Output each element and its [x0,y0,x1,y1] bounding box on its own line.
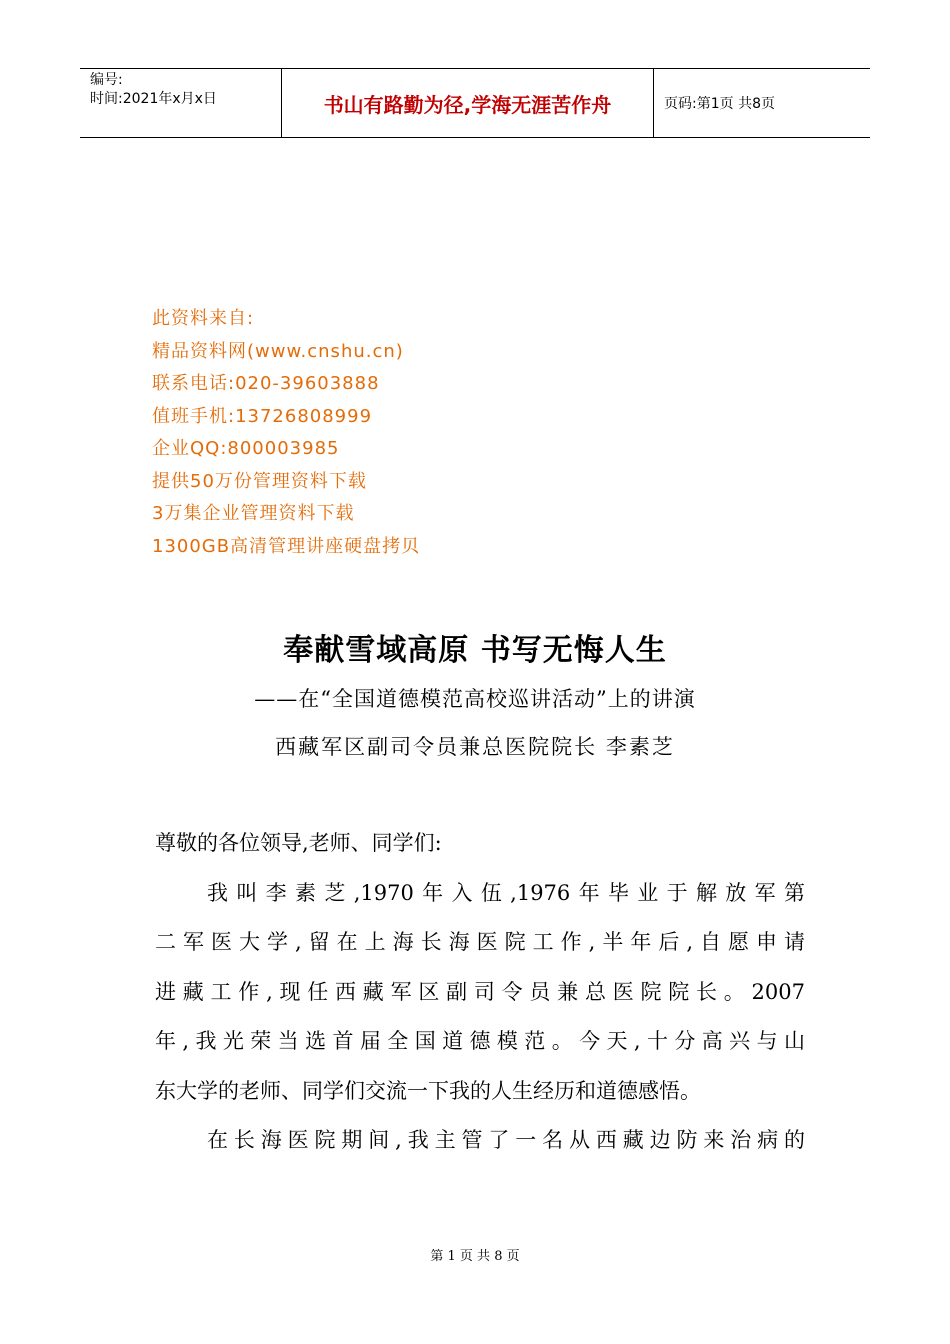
paragraph-line: 进藏工作,现任西藏军区副司令员兼总医院院长。2007 [155,979,805,1004]
source-line: 提供50万份管理资料下载 [152,470,367,492]
header-page-label: 页码:第1页 共8页 [664,96,775,112]
source-line: 企业QQ:800003985 [152,438,340,459]
paragraph-line: 我叫李素芝,1970年入伍,1976年毕业于解放军第 [207,880,805,905]
source-info [152,303,420,563]
paragraph-line: 东大学的老师、同学们交流一下我的人生经历和道德感悟。 [155,1078,701,1103]
paragraph-line: 年,我光荣当选首届全国道德模范。今天,十分高兴与山 [155,1029,805,1053]
source-line: 联系电话:020-39603888 [152,373,380,394]
header-table [80,68,870,138]
source-line: 精品资料网(www.cnshu.cn) [152,340,404,362]
header-motto: 书山有路勤为径,学海无涯苦作舟 [282,69,654,137]
source-line: 值班手机:13726808999 [152,405,373,427]
source-line: 此资料来自: [152,308,255,329]
paragraph-line: 在长海医院期间,我主管了一名从西藏边防来治病的 [207,1128,805,1152]
document-title: 奉献雪域高原 书写无悔人生 [283,633,667,668]
number-label: 编号: [90,72,123,88]
paragraph-line: 二军医大学,留在上海长海医院工作,半年后,自愿申请 [155,930,805,954]
body-text [155,819,805,1166]
time-label: 时间:2021年x月x日 [90,91,217,107]
source-line: 1300GB高清管理讲座硬盘拷贝 [152,535,421,557]
source-line: 3万集企业管理资料下载 [152,503,355,524]
document-subtitle: ——在“全国道德模范高校巡讲活动”上的讲演 [254,687,696,711]
header-info-cell [80,69,282,137]
document-author: 西藏军区副司令员兼总医院院长 李素芝 [275,735,675,759]
page-footer: 第 1 页 共 8 页 [430,1249,520,1264]
salutation: 尊敬的各位领导,老师、同学们: [155,831,442,855]
